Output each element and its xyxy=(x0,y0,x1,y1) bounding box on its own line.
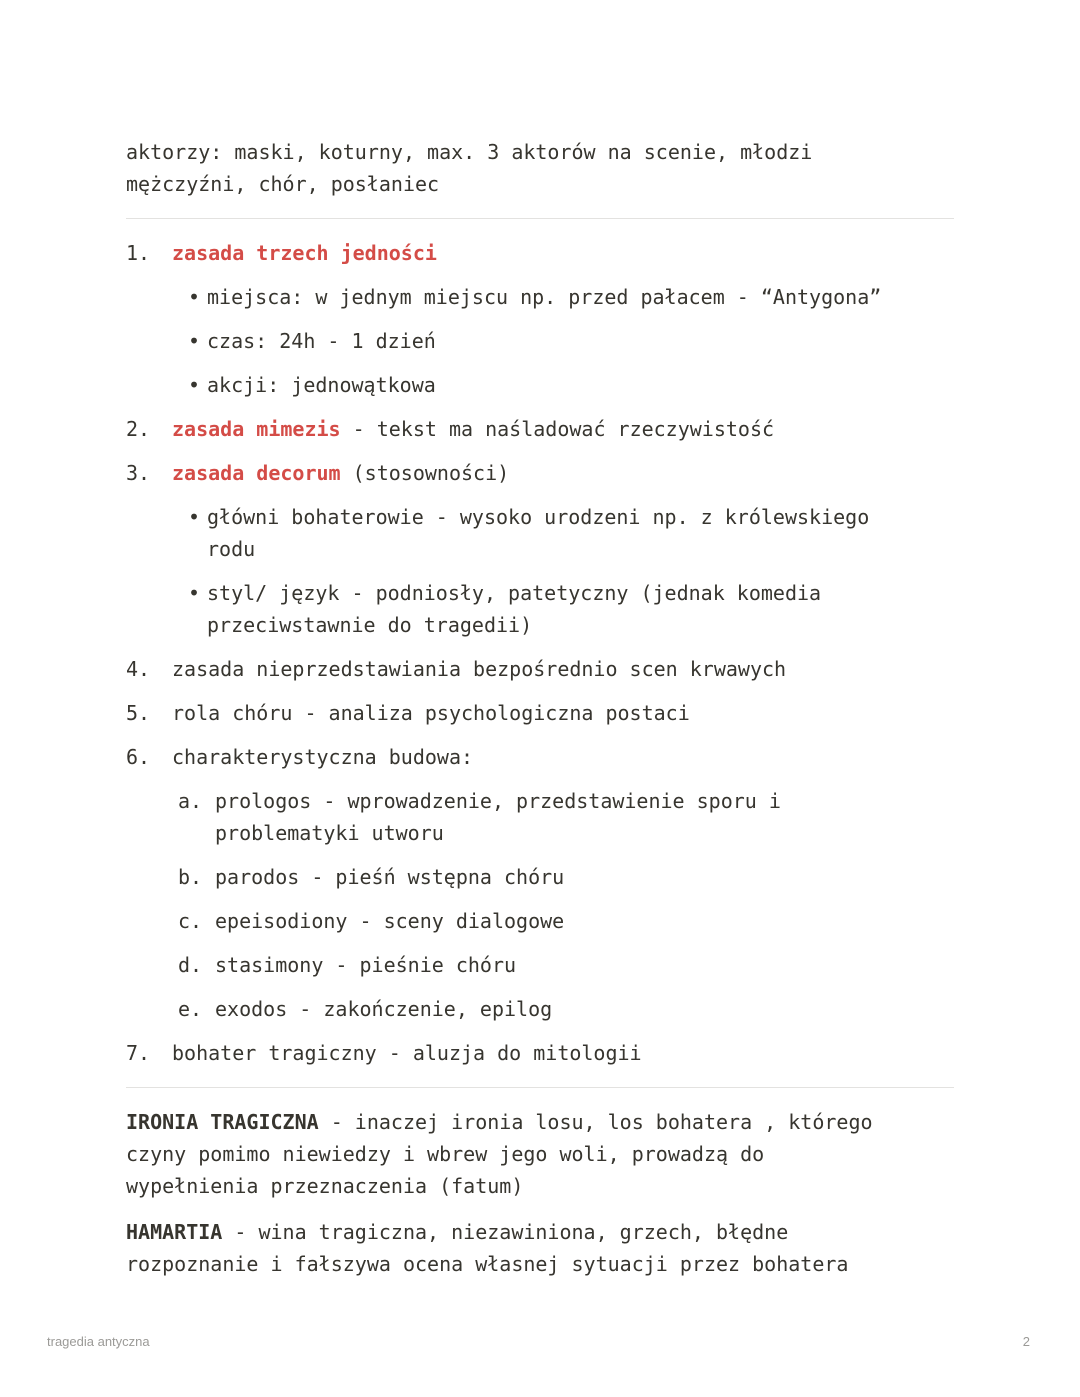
bullet-marker: • xyxy=(188,581,201,605)
bullet-text: czas: 24h - 1 dzień xyxy=(207,329,436,353)
bullet-marker: • xyxy=(188,373,201,397)
bullet-text: miejsca: w jednym miejscu np. przed pałacem - “Antygona” xyxy=(207,285,882,309)
bullet-item xyxy=(188,325,954,357)
letter-text: epeisodiony - sceny dialogowe xyxy=(215,909,565,933)
letter-text: exodos - zakończenie, epilog xyxy=(215,997,553,1021)
numbered-item-6 xyxy=(126,741,954,773)
bullet-text: styl/ język - podniosły, patetyczny (jednak komedia przeciwstawnie do tragedii) xyxy=(207,581,822,637)
letter-text: stasimony - pieśnie chóru xyxy=(215,953,517,977)
numbered-item-2 xyxy=(126,413,954,445)
term-highlight: zasada mimezis xyxy=(172,417,341,441)
bullet-text: główni bohaterowie - wysoko urodzeni np. z królewskiego rodu xyxy=(207,505,870,561)
bullet-marker: • xyxy=(188,505,201,529)
section-divider-top xyxy=(126,218,954,219)
item-text: rola chóru - analiza psychologiczna postaci xyxy=(172,701,690,725)
letter-marker: b. xyxy=(178,865,203,889)
lettered-item xyxy=(178,905,954,937)
letter-marker: c. xyxy=(178,909,203,933)
letter-text: prologos - wprowadzenie, przedstawienie sporu i problematyki utworu xyxy=(215,789,781,845)
bullet-item xyxy=(188,369,954,401)
definition-text: - wina tragiczna, niezawiniona, grzech, błędne rozpoznanie i fałszywa ocena własnej sytuacji przez bohatera xyxy=(126,1220,849,1276)
numbered-item-4 xyxy=(126,653,954,685)
numbered-item-7 xyxy=(126,1037,954,1069)
lettered-item xyxy=(178,993,954,1025)
numbered-item-5 xyxy=(126,697,954,729)
bullet-item xyxy=(188,501,954,565)
item-number: 6. xyxy=(126,745,151,769)
bullet-item xyxy=(188,281,954,313)
item-number: 2. xyxy=(126,417,151,441)
item-text xyxy=(172,237,437,269)
item-text-rest: (stosowności) xyxy=(340,461,510,485)
item-text xyxy=(172,457,509,489)
definition-term: HAMARTIA xyxy=(126,1220,223,1244)
page-number: 2 xyxy=(1022,1334,1030,1350)
item-text xyxy=(172,413,774,445)
item-number: 7. xyxy=(126,1041,151,1065)
bullet-list-3 xyxy=(188,501,954,641)
bullet-item xyxy=(188,577,954,641)
item-text: bohater tragiczny - aluzja do mitologii xyxy=(172,1041,642,1065)
section-divider-bottom xyxy=(126,1087,954,1088)
lettered-item xyxy=(178,861,954,893)
letter-text: parodos - pieśń wstępna chóru xyxy=(215,865,565,889)
item-number: 5. xyxy=(126,701,151,725)
item-text: charakterystyczna budowa: xyxy=(172,745,474,769)
lettered-item xyxy=(178,785,954,849)
item-number: 1. xyxy=(126,241,151,265)
lettered-list-6 xyxy=(178,785,954,1025)
bullet-list-1 xyxy=(188,281,954,401)
item-number: 3. xyxy=(126,461,151,485)
letter-marker: d. xyxy=(178,953,203,977)
bullet-marker: • xyxy=(188,285,201,309)
item-number: 4. xyxy=(126,657,151,681)
letter-marker: e. xyxy=(178,997,203,1021)
letter-marker: a. xyxy=(178,789,203,813)
bullet-text: akcji: jednowątkowa xyxy=(207,373,436,397)
intro-paragraph: aktorzy: maski, koturny, max. 3 aktorów na scenie, młodzi mężczyźni, chór, posłaniec xyxy=(126,140,813,196)
footer-document-title: tragedia antyczna xyxy=(47,1334,150,1350)
term-highlight: zasada decorum xyxy=(172,461,341,485)
numbered-item-3 xyxy=(126,457,954,489)
numbered-item-1 xyxy=(126,237,954,269)
term-highlight: zasada trzech jedności xyxy=(172,241,437,265)
definition-term: IRONIA TRAGICZNA xyxy=(126,1110,319,1134)
item-text: zasada nieprzedstawiania bezpośrednio scen krwawych xyxy=(172,657,787,681)
bullet-marker: • xyxy=(188,329,201,353)
definition-ironia xyxy=(126,1106,884,1202)
page-footer xyxy=(47,1332,1030,1353)
definition-text: - inaczej ironia losu, los bohatera , którego czyny pomimo niewiedzy i wbrew jego woli, prowadzą do wypełnienia przeznaczenia (fatum) xyxy=(126,1110,873,1198)
definition-hamartia xyxy=(126,1216,884,1280)
lettered-item xyxy=(178,949,954,981)
item-text-rest: - tekst ma naśladować rzeczywistość xyxy=(340,417,775,441)
